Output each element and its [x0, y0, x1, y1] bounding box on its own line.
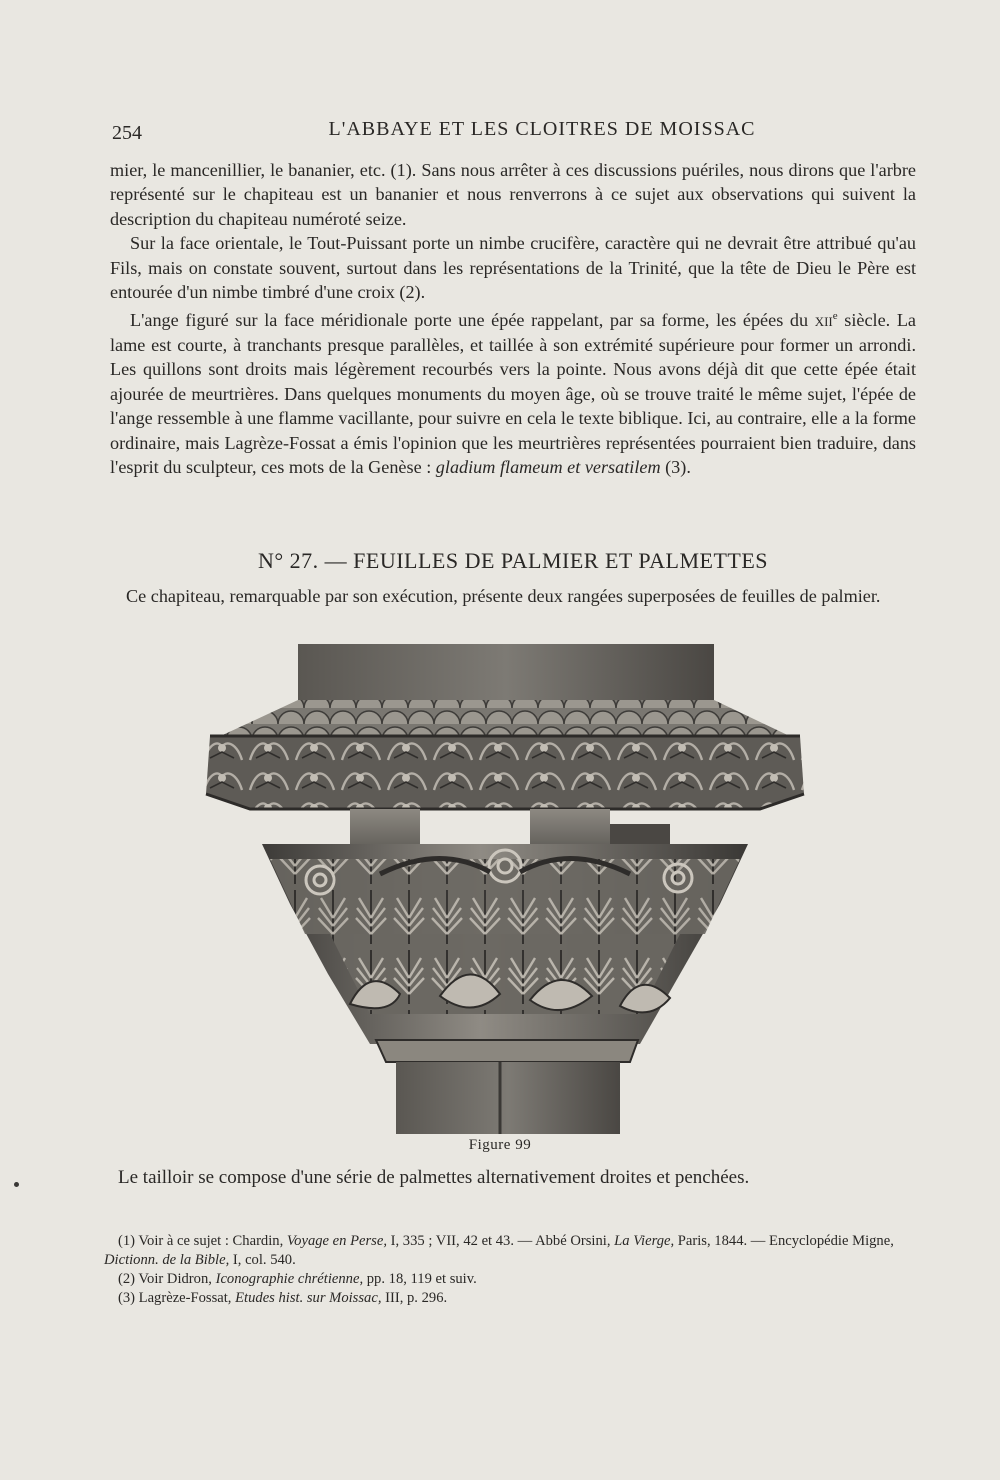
fn3-text-c: III, p. 296. [385, 1290, 448, 1306]
upper-palm-row [270, 859, 740, 934]
section-title: N° 27. — FEUILLES DE PALMIER ET PALMETTES [257, 548, 769, 573]
lower-shaft [396, 1062, 620, 1134]
century-superscript: e [832, 310, 838, 323]
paragraph-3 [110, 304, 916, 479]
page-number: 254 [112, 122, 142, 144]
fn1-title-vierge: La Vierge, [614, 1233, 675, 1249]
abacus-leaf-band [206, 736, 804, 809]
astragal [376, 1040, 638, 1062]
fn1-text-a: (1) Voir à ce sujet : Chardin, [118, 1233, 284, 1249]
fn2-text-c: pp. 18, 119 et suiv. [366, 1271, 477, 1287]
fn1-text-f: 1844. — Encyclopédie Migne, [714, 1233, 894, 1249]
fn1-text-h: I, col. 540. [232, 1252, 296, 1268]
fn2-text-a: (2) Voir Didron, [118, 1271, 212, 1287]
paragraph-2: Sur la face orientale, le Tout-Puissant porte un nimbe crucifère, caractère qui ne devrait être attribué qu'au Fils, mais on constate souvent, surtout dans les représentations de la Trinité, que la tête de Dieu le Père est entourée d'un nimbe timbré d'une croix (2). [110, 233, 916, 303]
figure-caption: Figure 99 [468, 1137, 532, 1153]
fn1-title-bible: Dictionn. de la Bible, [104, 1252, 230, 1268]
section-intro [110, 584, 916, 608]
genesis-quote: gladium flameum et versatilem [435, 456, 661, 477]
footnotes [104, 1232, 906, 1308]
fn2-title: Iconographie chrétienne, [215, 1271, 364, 1287]
closing-paragraph: Le tailloir se compose d'une série de palmettes alternativement droites et penchées. [118, 1167, 750, 1188]
footnote-ref-3: (3). [665, 456, 691, 477]
body-text [110, 158, 916, 479]
page-header [112, 118, 912, 148]
fn1-text-e: Paris, [677, 1233, 711, 1249]
intro-paragraph: Ce chapiteau, remarquable par son exécution, présente deux rangées superposées de feuilles de palmier. [126, 586, 881, 606]
closing-text [118, 1165, 906, 1191]
paragraph-1: mier, le mancenillier, le bananier, etc. (1). Sans nous arrêter à ces discussions puériles, nous dirons que l'arbre représenté sur le chapiteau est un bananier et nous renverrons à ce sujet aux observations qui suivent la description du chapiteau numéroté seize. [110, 160, 916, 229]
century-numeral: xii [814, 310, 833, 331]
fn1-text-c: I, 335 ; VII, 42 et 43. — Abbé Orsini, [390, 1233, 611, 1249]
paragraph-3-body: siècle. La lame est courte, à tranchants presque parallèles, et taillée à son extrémité supérieure pour former un arrondi. Les quillons sont droits mais légèrement recourbés vers la pointe. Nous avons déjà dit que cette épée était ajourée de meurtrières. Dans quelques monuments du moyen âge, où se trouve traité le même sujet, l'épée de l'ange ressemble à une flamme vacillante, pour suivre en cela le texte biblique. Ici, au contraire, elle a la forme ordinaire, mais Lagrèze-Fossat a émis l'opinion que les meurtrières représentées pourraient bien traduire, dans l'esprit du sculpteur, ces mots de la Genèse : [110, 310, 917, 477]
footnote-1 [104, 1232, 906, 1270]
margin-mark [14, 1182, 19, 1187]
fn3-title: Etudes hist. sur Moissac, [235, 1290, 382, 1306]
paragraph-3-start: L'ange figuré sur la face méridionale porte une épée rappelant, par sa forme, les épées du [130, 310, 809, 331]
running-title: L'ABBAYE ET LES CLOITRES DE MOISSAC [328, 118, 756, 140]
capital-illustration [200, 644, 810, 1134]
figure-capital-photo [200, 644, 810, 1134]
footnote-2 [104, 1270, 906, 1289]
fn1-title-voyage: Voyage en Perse, [286, 1233, 387, 1249]
abacus-scales [212, 700, 798, 740]
fn3-text-a: (3) Lagrèze-Fossat, [118, 1290, 232, 1306]
footnote-3 [104, 1289, 906, 1308]
